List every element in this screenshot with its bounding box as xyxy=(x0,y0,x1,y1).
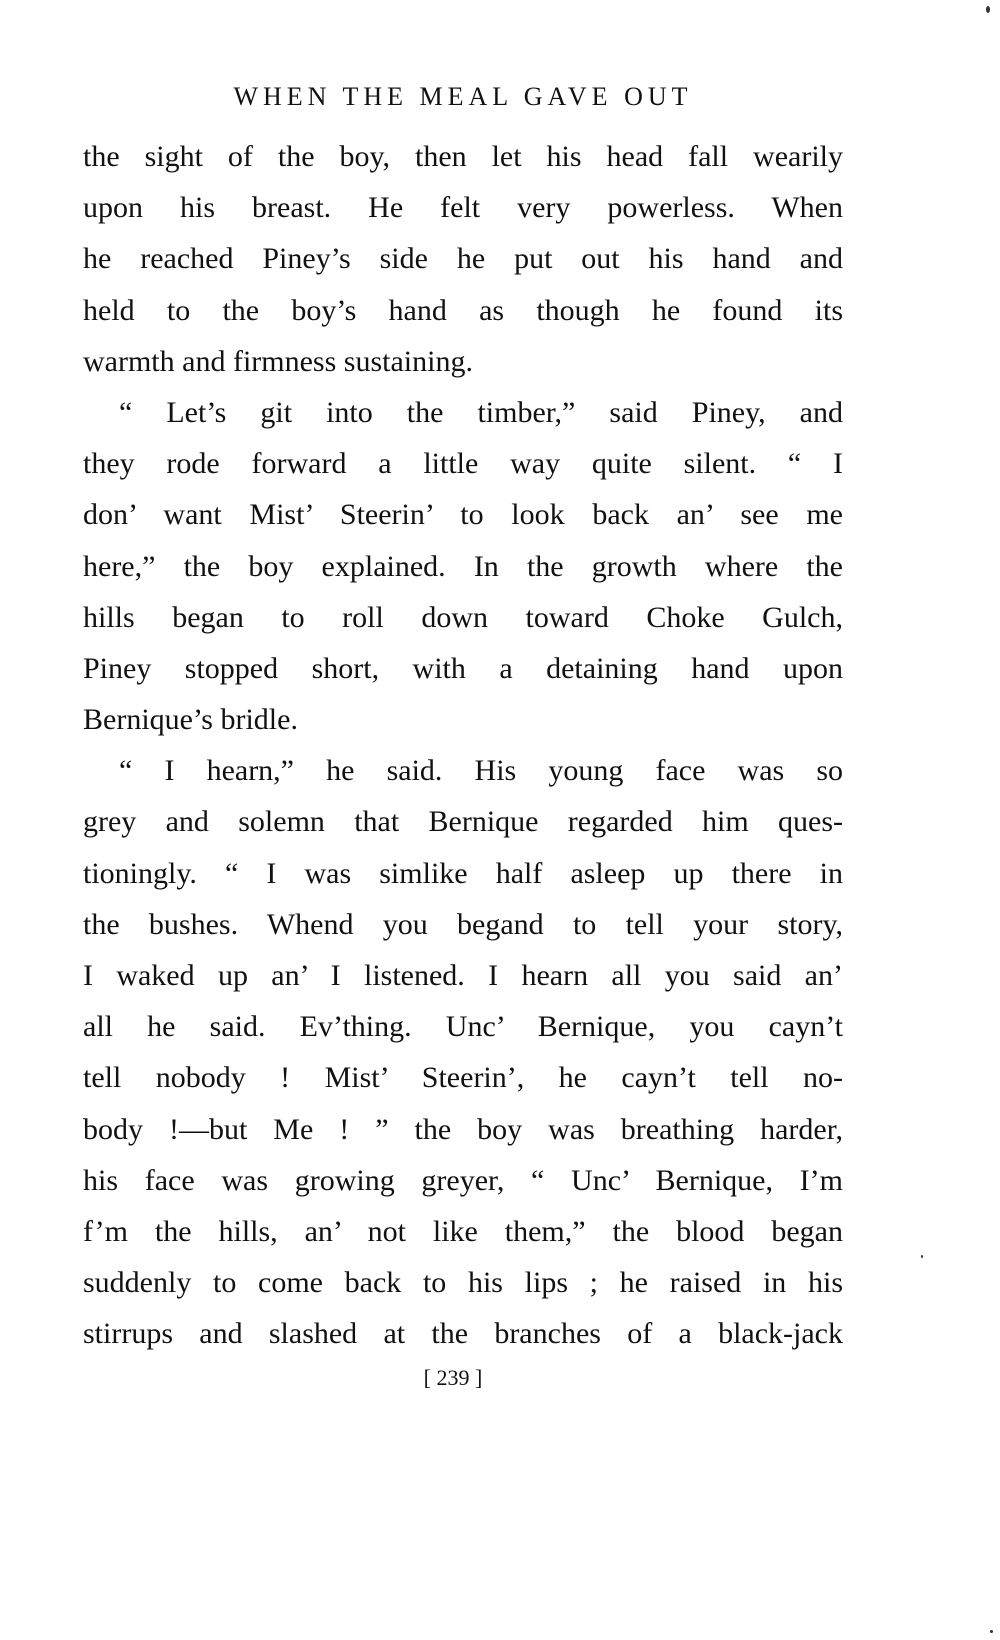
text-line: the sight of the boy, then let his head fall wearily xyxy=(83,140,843,173)
text-line: suddenly to come back to his lips ; he raised in his xyxy=(83,1266,843,1300)
text-line: they rode forward a little way quite silent. “ I xyxy=(83,447,843,481)
scan-speck xyxy=(986,6,990,13)
text-line: held to the boy’s hand as though he found its xyxy=(83,293,843,327)
text-line: grey and solemn that Bernique regarded him ques- xyxy=(83,805,843,839)
text-line: tell nobody ! Mist’ Steerin’, he cayn’t tell no- xyxy=(83,1061,843,1095)
text-line: I waked up an’ I listened. I hearn all you said an’ xyxy=(83,959,843,992)
text-line: warmth and firmness sustaining. xyxy=(83,344,473,378)
text-line: “ I hearn,” he said. His young face was so xyxy=(119,754,843,788)
text-line: all he said. Ev’thing. Unc’ Bernique, you cayn’t xyxy=(83,1010,843,1044)
text-line: the bushes. Whend you begand to tell your story, xyxy=(83,907,843,941)
scan-speck xyxy=(990,1630,993,1633)
text-line: hills began to roll down toward Choke Gulch, xyxy=(83,600,843,634)
body-text xyxy=(83,131,843,1360)
text-line: stirrups and slashed at the branches of a black-jack xyxy=(83,1317,843,1351)
text-line: body !—but Me ! ” the boy was breathing harder, xyxy=(83,1112,843,1146)
running-head: WHEN THE MEAL GAVE OUT xyxy=(233,82,693,111)
text-line: Piney stopped short, with a detaining hand upon xyxy=(83,651,843,685)
text-line: don’ want Mist’ Steerin’ to look back an’ see me xyxy=(83,498,843,532)
text-line: here,” the boy explained. In the growth where the xyxy=(83,549,843,583)
page-number: [ 239 ] xyxy=(423,1365,483,1390)
text-line: “ Let’s git into the timber,” said Piney, and xyxy=(119,395,843,429)
scan-speck xyxy=(921,1255,923,1258)
text-line: upon his breast. He felt very powerless. When xyxy=(83,191,843,225)
text-line: he reached Piney’s side he put out his hand and xyxy=(83,242,843,276)
text-line: Bernique’s bridle. xyxy=(83,703,298,737)
text-line: tioningly. “ I was simlike half asleep up there in xyxy=(83,856,843,890)
text-line: f’m the hills, an’ not like them,” the blood began xyxy=(83,1214,843,1248)
text-line: his face was growing greyer, “ Unc’ Bernique, I’m xyxy=(83,1163,843,1197)
